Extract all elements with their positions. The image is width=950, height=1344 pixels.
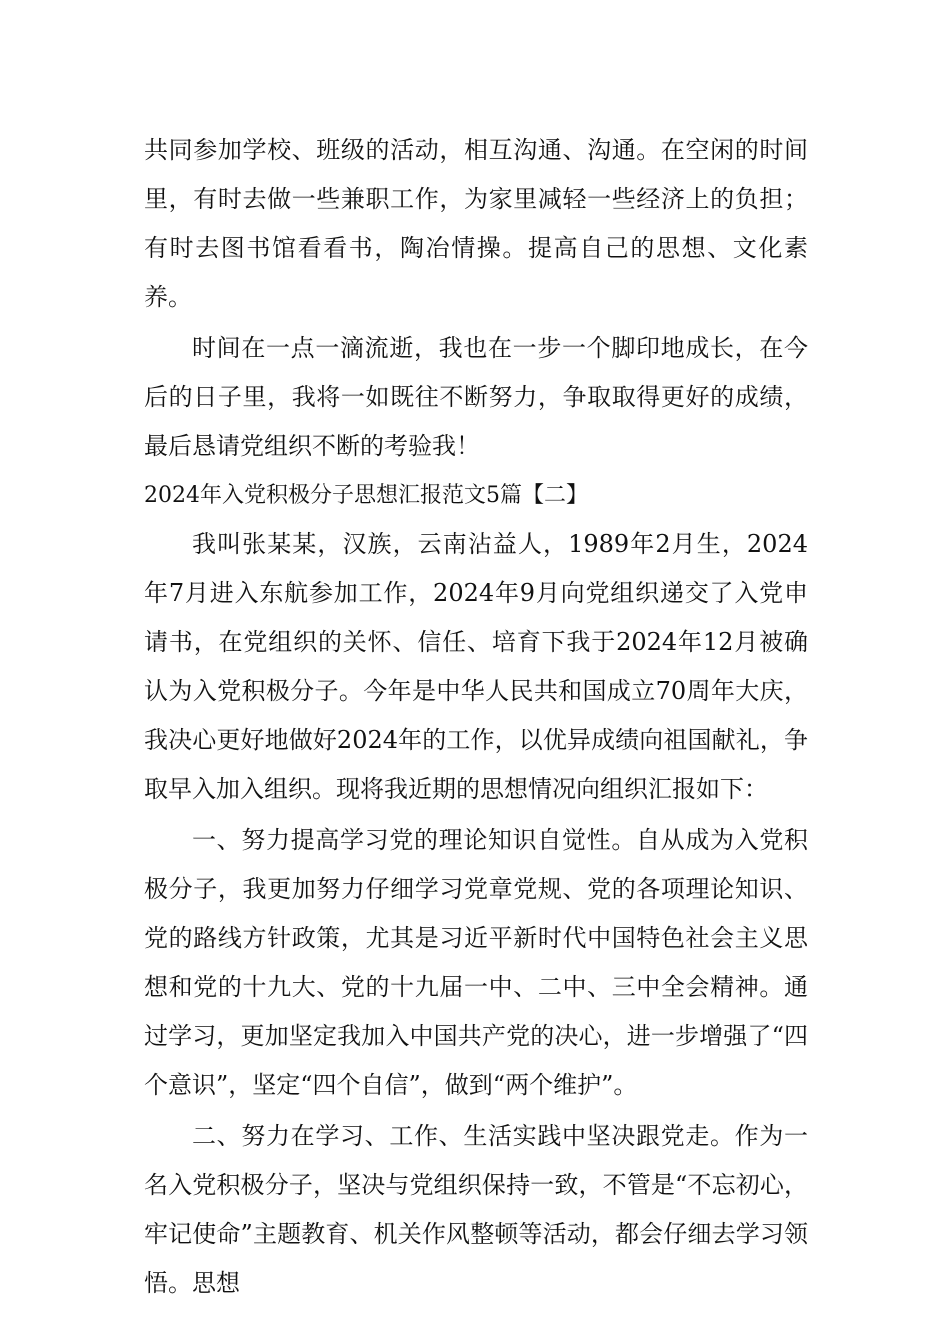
paragraph-4: 一、努力提高学习党的理论知识自觉性。自从成为入党积极分子，我更加努力仔细学习党章党规、党的各项理论知识、党的路线方针政策，尤其是习近平新时代中国特色社会主义思想和党的十九大、党的十九届一中、二中、三中全会精神。通过学习，更加坚定我加入中国共产党的决心，进一步增强了“四个意识”，坚定“四个自信”，做到“两个维护”。: [144, 826, 808, 1099]
paragraph-3: 我叫张某某，汉族，云南沾益人，1989年2月生，2024年7月进入东航参加工作，2024年9月向党组织递交了入党申请书，在党组织的关怀、信任、培育下我于2024年12月被确认为入党积极分子。今年是中华人民共和国成立70周年大庆，我决心更好地做好2024年的工作，以优异成绩向祖国献礼，争取早入加入组织。现将我近期的思想情况向组织汇报如下：: [144, 530, 808, 803]
paragraph-5: 二、努力在学习、工作、生活实践中坚决跟党走。作为一名入党积极分子，坚决与党组织保持一致，不管是“不忘初心，牢记使命”主题教育、机关作风整顿等活动，都会仔细去学习领悟。思想: [144, 1122, 808, 1297]
paragraph-2: 时间在一点一滴流逝，我也在一步一个脚印地成长，在今后的日子里，我将一如既往不断努力，争取取得更好的成绩，最后恳请党组织不断的考验我！: [144, 334, 808, 460]
section-heading: 2024年入党积极分子思想汇报范文5篇【二】: [144, 483, 588, 508]
document-page: [144, 126, 808, 1308]
paragraph-1: 共同参加学校、班级的活动，相互沟通、沟通。在空闲的时间里，有时去做一些兼职工作，为家里减轻一些经济上的负担；有时去图书馆看看书，陶冶情操。提高自己的思想、文化素养。: [144, 136, 808, 311]
